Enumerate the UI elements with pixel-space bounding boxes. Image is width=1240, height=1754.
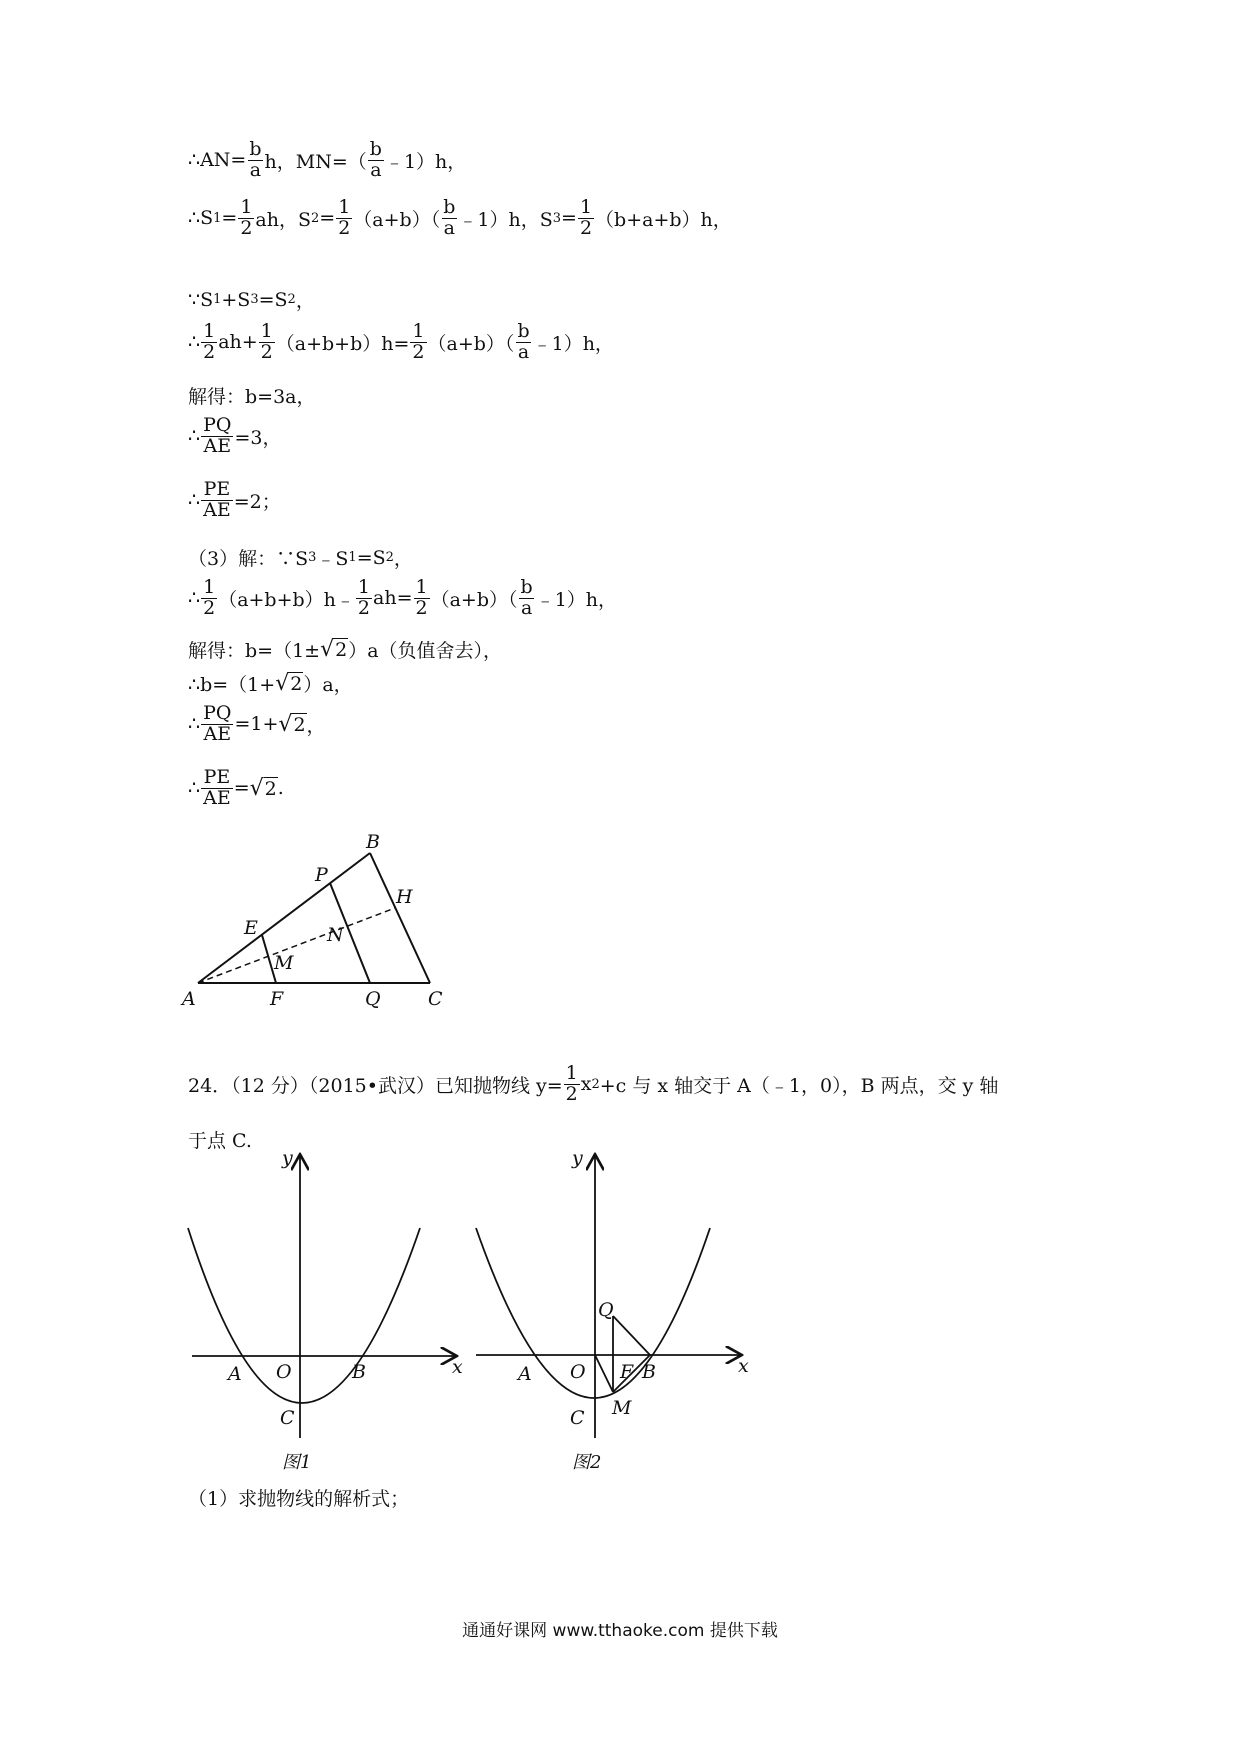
solution-line-6: ∴ $\frac{PQ}{AE}$ =3， bbox=[188, 414, 282, 457]
fraction: $\frac{1}{2}$ bbox=[260, 320, 273, 363]
label-b: B bbox=[366, 831, 380, 853]
segment-qb bbox=[613, 1316, 650, 1355]
sqrt: √ 2 bbox=[275, 671, 303, 696]
label-a: A bbox=[182, 988, 196, 1010]
label-b: B bbox=[642, 1361, 656, 1383]
fraction: $\frac{b}{a}$ bbox=[517, 320, 530, 363]
label-a: A bbox=[518, 1363, 532, 1385]
solution-line-4: ∴ $\frac{1}{2}$ ah+ $\frac{1}{2}$ （a+b+b）h= $\frac{1}{2}$ （a+b）（ $\frac{b}{a}$ ﹣1）h， bbox=[188, 320, 614, 363]
fraction: $\frac{1}{2}$ bbox=[240, 196, 253, 239]
label-p: P bbox=[315, 864, 328, 886]
fraction: $\frac{1}{2}$ bbox=[412, 320, 425, 363]
solution-line-11: ∴b=（1+ √ 2 ）a， bbox=[188, 671, 353, 696]
footer: 通通好课网 www.tthaoke.com 提供下载 bbox=[462, 1621, 778, 1641]
problem-24-line-2: 于点 C. bbox=[188, 1130, 252, 1152]
label-b: B bbox=[352, 1361, 366, 1383]
triangle-figure bbox=[180, 830, 470, 1010]
figure-2-caption: 图2 bbox=[572, 1452, 602, 1473]
label-o: O bbox=[276, 1361, 292, 1383]
label-m: M bbox=[274, 952, 294, 974]
text: ∴AN= bbox=[188, 149, 247, 171]
solution-line-9: ∴ $\frac{1}{2}$ （a+b+b）h﹣ $\frac{1}{2}$ ah= $\frac{1}{2}$ （a+b）（ $\frac{b}{a}$ ﹣1）h， bbox=[188, 576, 618, 619]
fraction: $\frac{PQ}{AE}$ bbox=[203, 702, 232, 745]
label-q: Q bbox=[598, 1299, 614, 1321]
label-c: C bbox=[570, 1407, 585, 1429]
solution-line-12: ∴ $\frac{PQ}{AE}$ =1+ √ 2 ， bbox=[188, 702, 326, 745]
fraction: $\frac{PE}{AE}$ bbox=[203, 478, 231, 521]
label-f: F bbox=[620, 1361, 634, 1383]
solution-line-5: 解得：b=3a， bbox=[188, 386, 316, 408]
label-a: A bbox=[228, 1363, 242, 1385]
label-n: N bbox=[327, 924, 344, 946]
parabola-figure-2 bbox=[470, 1148, 770, 1478]
fraction: $\frac{1}{2}$ bbox=[565, 1062, 578, 1105]
fraction: $\frac{1}{2}$ bbox=[357, 576, 371, 619]
label-h: H bbox=[396, 886, 413, 908]
problem-24-line-1: 24．（12 分）（2015•武汉）已知抛物线 y= $\frac{1}{2}$ x 2 +c 与 x 轴交于 A（﹣1，0），B 两点，交 y 轴 bbox=[188, 1062, 999, 1105]
label-o: O bbox=[570, 1361, 586, 1383]
label-x: x bbox=[738, 1355, 749, 1377]
solution-line-13: ∴ $\frac{PE}{AE}$ = √ 2 . bbox=[188, 766, 284, 809]
fraction: $\frac{b}{a}$ bbox=[369, 138, 382, 181]
fraction: $\frac{1}{2}$ bbox=[203, 576, 216, 619]
solution-line-2: ∴S 1 = $\frac{1}{2}$ ah，S 2 = $\frac{1}{2}$ （a+b）（ $\frac{b}{a}$ ﹣1）h，S 3 = $\frac{1}{2}$ （b+a+b）h， bbox=[188, 196, 732, 239]
sqrt: √ 2 bbox=[249, 775, 277, 801]
fraction: $\frac{1}{2}$ bbox=[203, 320, 216, 363]
parabola-curve bbox=[476, 1228, 710, 1398]
label-y: y bbox=[282, 1148, 293, 1169]
sqrt: √ 2 bbox=[278, 711, 306, 737]
text: h，MN=（ bbox=[264, 150, 367, 173]
segment-bc bbox=[370, 853, 430, 983]
solution-line-7: ∴ $\frac{PE}{AE}$ =2； bbox=[188, 478, 281, 521]
label-m: M bbox=[612, 1397, 632, 1419]
label-c: C bbox=[428, 988, 443, 1010]
figure-1-caption: 图1 bbox=[282, 1452, 312, 1473]
label-e: E bbox=[244, 917, 258, 939]
label-f: F bbox=[270, 988, 284, 1010]
solution-line-1 bbox=[188, 140, 466, 180]
solution-line-8: （3）解：∵S 3 ﹣S 1 =S 2 ， bbox=[188, 546, 413, 570]
segment-om bbox=[595, 1355, 613, 1392]
fraction: $\frac{PQ}{AE}$ bbox=[203, 414, 232, 457]
sqrt: √ 2 bbox=[320, 637, 348, 662]
parabola-curve bbox=[188, 1228, 420, 1403]
fraction: $\frac{b}{a}$ bbox=[249, 138, 262, 181]
question-1: （1）求抛物线的解析式； bbox=[188, 1488, 410, 1510]
label-q: Q bbox=[365, 988, 381, 1010]
solution-line-3: ∵S 1 +S 3 =S 2 ， bbox=[188, 288, 315, 312]
fraction: $\frac{1}{2}$ bbox=[415, 576, 428, 619]
label-y: y bbox=[572, 1148, 583, 1169]
label-x: x bbox=[452, 1356, 463, 1378]
label-c: C bbox=[280, 1407, 295, 1429]
fraction: $\frac{b}{a}$ bbox=[520, 576, 533, 619]
solution-line-10: 解得：b=（1± √ 2 ）a（负值舍去）， bbox=[188, 637, 503, 662]
fraction: $\frac{PE}{AE}$ bbox=[203, 766, 231, 809]
fraction: $\frac{b}{a}$ bbox=[443, 196, 456, 239]
fraction: $\frac{1}{2}$ bbox=[338, 196, 351, 239]
parabola-figure-1 bbox=[180, 1148, 470, 1478]
fraction: $\frac{1}{2}$ bbox=[579, 196, 593, 239]
text: ﹣1）h， bbox=[384, 150, 467, 173]
